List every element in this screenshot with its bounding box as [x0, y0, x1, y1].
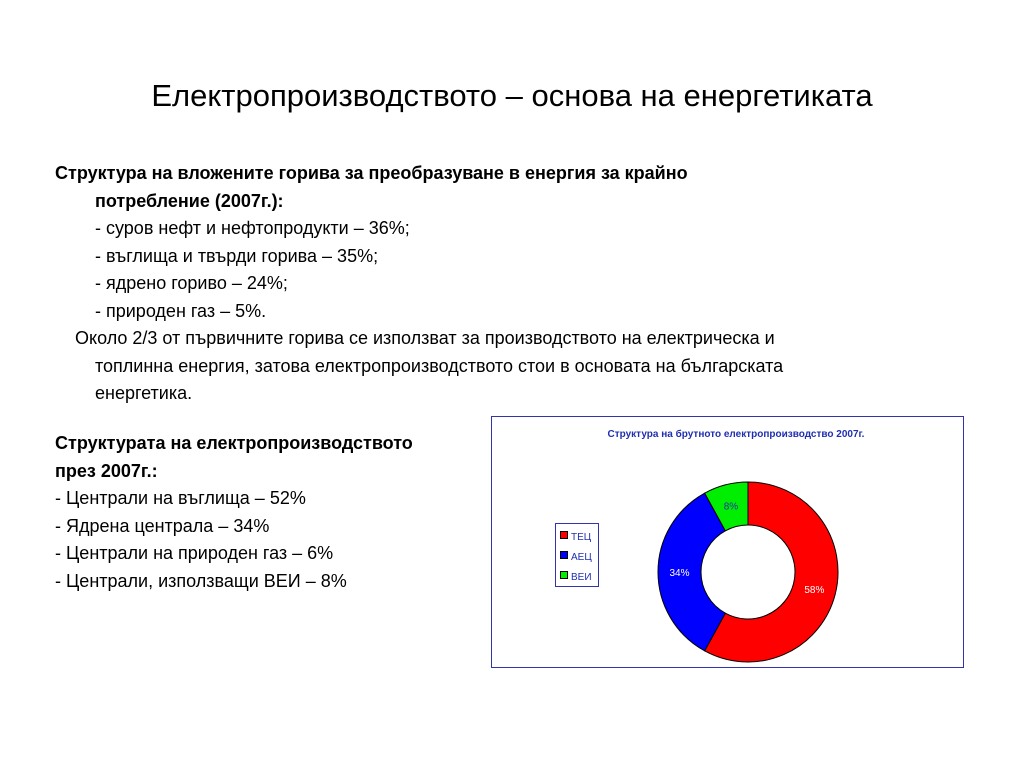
chart-title: Структура на брутното електропроизводство 2007г. — [607, 429, 865, 440]
slice-label-vei: 8% — [723, 501, 739, 513]
electricity-item-gas: - Централи на природен газ – 6% — [55, 543, 334, 563]
legend-item-aec — [560, 551, 592, 563]
slice-aec — [658, 493, 725, 651]
electricity-item-nuclear: - Ядрена централа – 34% — [55, 515, 270, 536]
chart-legend — [555, 523, 599, 587]
electricity-structure-heading-line1: Структурата на електропроизводството — [55, 433, 413, 453]
slice-label-tec: 58% — [804, 585, 825, 597]
fuel-item-coal: - въглища и твърди горива – 35%; — [95, 245, 379, 266]
legend-label-tec: ТЕЦ — [571, 532, 592, 543]
doughnut-chart — [491, 416, 964, 668]
fuel-structure-heading-line2: потребление (2007г.): — [95, 190, 284, 211]
legend-label-aec: АЕЦ — [571, 552, 592, 563]
paragraph-line2: топлинна енергия, затова електропроизводството стои в основата на българската — [95, 355, 784, 376]
paragraph-line1: Около 2/3 от първичните горива се използват за производството на електрическа и — [75, 328, 775, 348]
legend-swatch-vei — [560, 571, 568, 579]
fuel-item-oil: - суров нефт и нефтопродукти – 36%; — [95, 218, 410, 238]
electricity-item-coal: - Централи на въглища – 52% — [55, 488, 306, 508]
electricity-structure-heading-line2: през 2007г.: — [55, 460, 158, 481]
slide-title: Електропроизводството – основа на енергетиката — [151, 78, 873, 113]
fuel-item-gas: - природен газ – 5%. — [95, 300, 267, 321]
legend-swatch-tec — [560, 531, 568, 539]
paragraph-line3: енергетика. — [95, 383, 193, 403]
legend-item-vei — [560, 571, 592, 583]
electricity-structure-section — [55, 430, 413, 595]
electricity-item-res: - Централи, използващи ВЕИ – 8% — [55, 570, 347, 591]
legend-swatch-aec — [560, 551, 568, 559]
legend-item-tec — [560, 531, 591, 543]
fuel-item-nuclear: - ядрено гориво – 24%; — [95, 273, 288, 293]
fuel-structure-heading-line1: Структура на вложените горива за преобразуване в енергия за крайно — [55, 163, 688, 183]
slice-label-aec: 34% — [669, 568, 690, 579]
fuel-structure-section — [55, 160, 783, 408]
legend-label-vei: ВЕИ — [571, 572, 592, 583]
